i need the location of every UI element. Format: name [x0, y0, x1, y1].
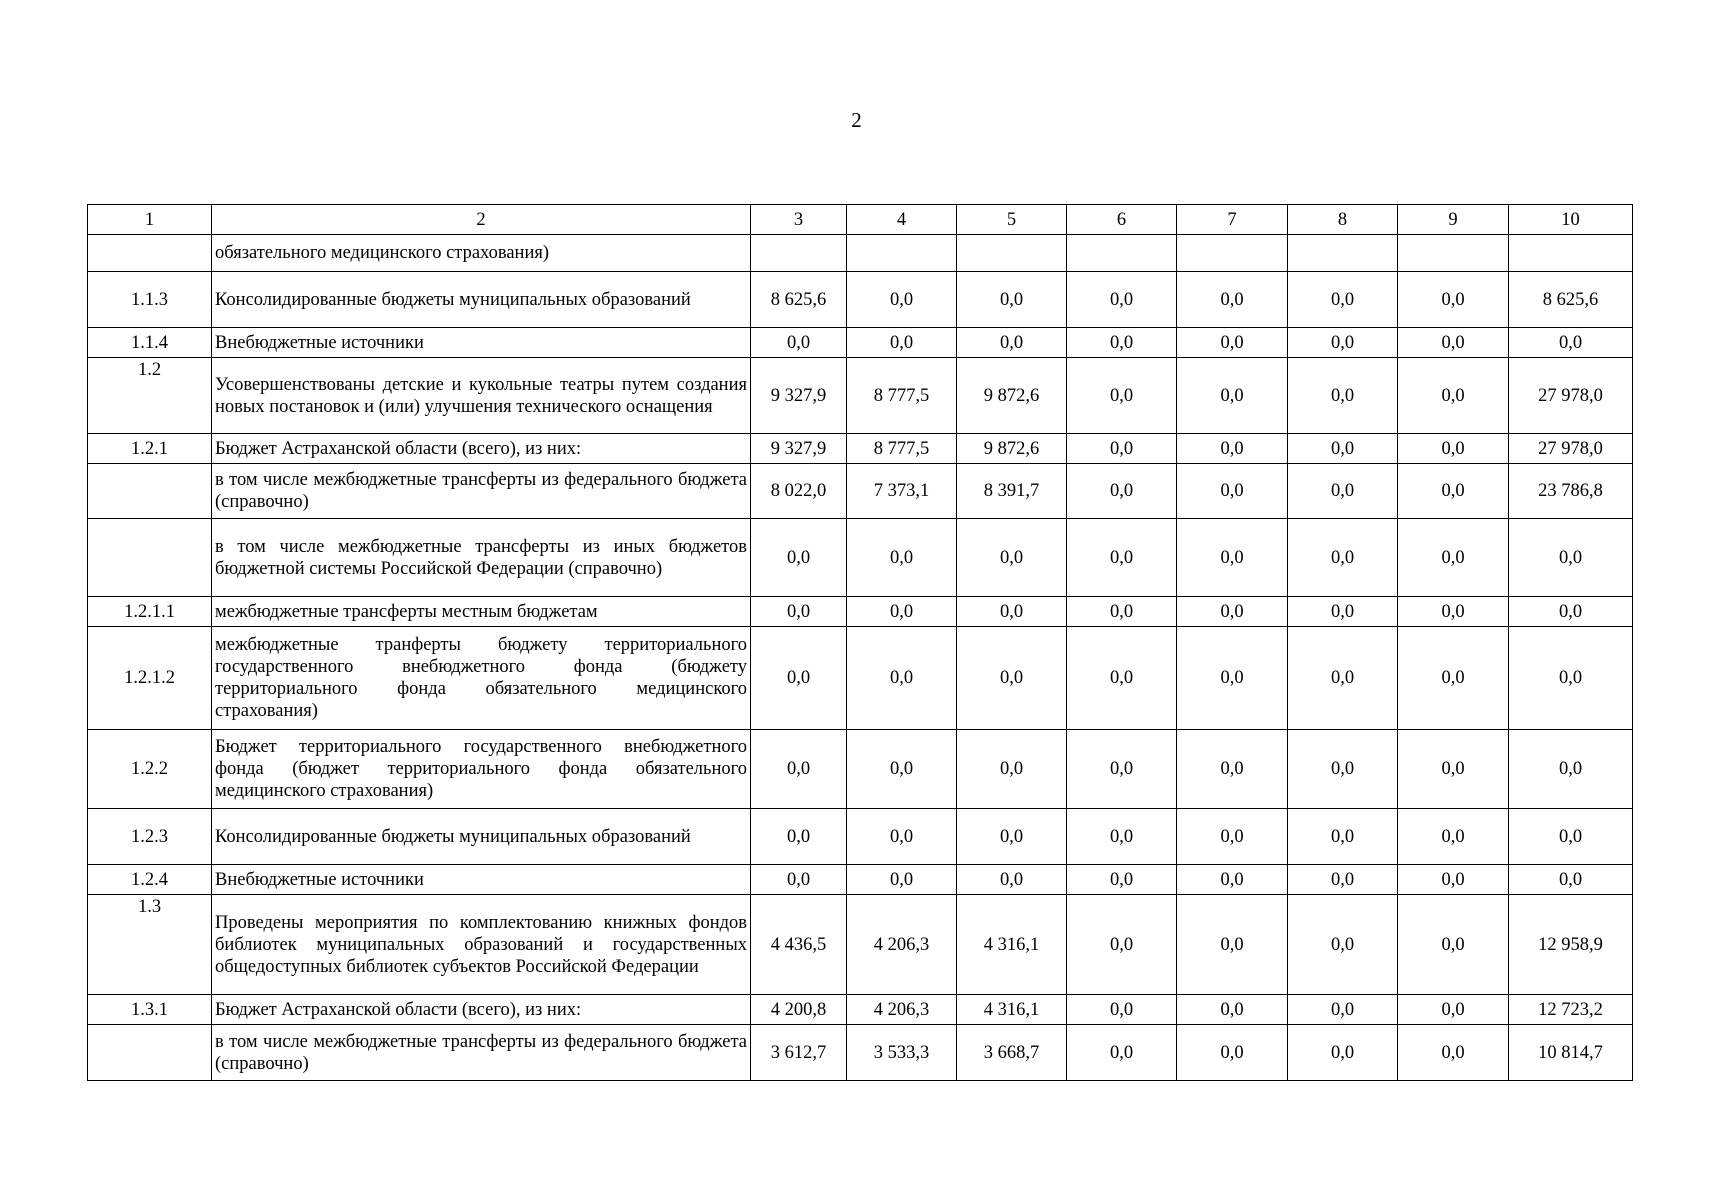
value-cell-col-7: 0,0 — [1177, 730, 1288, 809]
column-header-4: 4 — [847, 205, 957, 235]
value-cell-col-10 — [1509, 235, 1633, 272]
value-cell-col-9: 0,0 — [1398, 809, 1509, 865]
table-row — [88, 895, 1633, 995]
row-description: Внебюджетные источники — [212, 865, 751, 895]
column-header-2: 2 — [212, 205, 751, 235]
row-code: 1.2.1.2 — [88, 627, 212, 730]
value-cell-col-3 — [751, 235, 847, 272]
value-cell-col-7: 0,0 — [1177, 809, 1288, 865]
value-cell-col-8 — [1288, 235, 1398, 272]
value-cell-col-3: 8 022,0 — [751, 464, 847, 519]
value-cell-col-4: 3 533,3 — [847, 1025, 957, 1081]
value-cell-col-4: 0,0 — [847, 627, 957, 730]
row-code: 1.1.4 — [88, 328, 212, 358]
row-code: 1.3.1 — [88, 995, 212, 1025]
table-row — [88, 272, 1633, 328]
value-cell-col-5: 0,0 — [957, 272, 1067, 328]
value-cell-col-10: 8 625,6 — [1509, 272, 1633, 328]
value-cell-col-8: 0,0 — [1288, 519, 1398, 597]
value-cell-col-4: 0,0 — [847, 328, 957, 358]
value-cell-col-7: 0,0 — [1177, 865, 1288, 895]
value-cell-col-5: 4 316,1 — [957, 895, 1067, 995]
value-cell-col-9: 0,0 — [1398, 272, 1509, 328]
value-cell-col-5: 9 872,6 — [957, 358, 1067, 434]
row-description: Бюджет Астраханской области (всего), из них: — [212, 434, 751, 464]
value-cell-col-3: 0,0 — [751, 730, 847, 809]
value-cell-col-4: 0,0 — [847, 272, 957, 328]
value-cell-col-6: 0,0 — [1067, 895, 1177, 995]
row-description: межбюджетные транферты бюджету территориального государственного внебюджетного фонда (бюджету территориального фонда обязательного медицинского страхования) — [212, 627, 751, 730]
value-cell-col-8: 0,0 — [1288, 434, 1398, 464]
value-cell-col-3: 0,0 — [751, 865, 847, 895]
column-header-8: 8 — [1288, 205, 1398, 235]
table-row — [88, 597, 1633, 627]
table-row — [88, 1025, 1633, 1081]
value-cell-col-7 — [1177, 235, 1288, 272]
value-cell-col-8: 0,0 — [1288, 272, 1398, 328]
row-description: в том числе межбюджетные трансферты из федерального бюджета (справочно) — [212, 1025, 751, 1081]
value-cell-col-6: 0,0 — [1067, 730, 1177, 809]
value-cell-col-6: 0,0 — [1067, 328, 1177, 358]
value-cell-col-8: 0,0 — [1288, 865, 1398, 895]
value-cell-col-8: 0,0 — [1288, 328, 1398, 358]
row-code — [88, 464, 212, 519]
table-row — [88, 464, 1633, 519]
value-cell-col-5: 0,0 — [957, 730, 1067, 809]
table-row — [88, 434, 1633, 464]
row-code: 1.2.1 — [88, 434, 212, 464]
value-cell-col-9: 0,0 — [1398, 434, 1509, 464]
column-header-7: 7 — [1177, 205, 1288, 235]
value-cell-col-5: 0,0 — [957, 627, 1067, 730]
value-cell-col-9: 0,0 — [1398, 895, 1509, 995]
column-header-3: 3 — [751, 205, 847, 235]
value-cell-col-7: 0,0 — [1177, 895, 1288, 995]
value-cell-col-7: 0,0 — [1177, 1025, 1288, 1081]
value-cell-col-7: 0,0 — [1177, 519, 1288, 597]
value-cell-col-7: 0,0 — [1177, 358, 1288, 434]
value-cell-col-7: 0,0 — [1177, 995, 1288, 1025]
table-row — [88, 358, 1633, 434]
value-cell-col-9: 0,0 — [1398, 995, 1509, 1025]
row-description: Проведены мероприятия по комплектованию книжных фондов библиотек муниципальных образований и государственных общедоступных библиотек субъектов Российской Федерации — [212, 895, 751, 995]
table-row — [88, 235, 1633, 272]
value-cell-col-3: 0,0 — [751, 328, 847, 358]
row-code: 1.1.3 — [88, 272, 212, 328]
value-cell-col-10: 12 723,2 — [1509, 995, 1633, 1025]
value-cell-col-5 — [957, 235, 1067, 272]
value-cell-col-6: 0,0 — [1067, 358, 1177, 434]
value-cell-col-8: 0,0 — [1288, 995, 1398, 1025]
value-cell-col-10: 0,0 — [1509, 865, 1633, 895]
value-cell-col-4: 4 206,3 — [847, 895, 957, 995]
table-row — [88, 519, 1633, 597]
value-cell-col-7: 0,0 — [1177, 434, 1288, 464]
value-cell-col-10: 12 958,9 — [1509, 895, 1633, 995]
value-cell-col-5: 0,0 — [957, 519, 1067, 597]
value-cell-col-6: 0,0 — [1067, 865, 1177, 895]
value-cell-col-4: 4 206,3 — [847, 995, 957, 1025]
value-cell-col-9: 0,0 — [1398, 328, 1509, 358]
value-cell-col-8: 0,0 — [1288, 358, 1398, 434]
value-cell-col-4: 8 777,5 — [847, 434, 957, 464]
page-number: 2 — [851, 108, 862, 132]
value-cell-col-4: 0,0 — [847, 730, 957, 809]
row-code: 1.2.4 — [88, 865, 212, 895]
column-header-6: 6 — [1067, 205, 1177, 235]
value-cell-col-8: 0,0 — [1288, 1025, 1398, 1081]
value-cell-col-4: 8 777,5 — [847, 358, 957, 434]
value-cell-col-7: 0,0 — [1177, 627, 1288, 730]
value-cell-col-6: 0,0 — [1067, 519, 1177, 597]
value-cell-col-3: 3 612,7 — [751, 1025, 847, 1081]
row-code — [88, 1025, 212, 1081]
value-cell-col-8: 0,0 — [1288, 730, 1398, 809]
row-description: Консолидированные бюджеты муниципальных образований — [212, 272, 751, 328]
row-code: 1.2.2 — [88, 730, 212, 809]
value-cell-col-4: 7 373,1 — [847, 464, 957, 519]
value-cell-col-7: 0,0 — [1177, 272, 1288, 328]
value-cell-col-10: 27 978,0 — [1509, 434, 1633, 464]
value-cell-col-3: 9 327,9 — [751, 434, 847, 464]
value-cell-col-4: 0,0 — [847, 865, 957, 895]
value-cell-col-9: 0,0 — [1398, 730, 1509, 809]
row-description: Бюджет Астраханской области (всего), из них: — [212, 995, 751, 1025]
row-description: Консолидированные бюджеты муниципальных образований — [212, 809, 751, 865]
value-cell-col-6: 0,0 — [1067, 434, 1177, 464]
row-code: 1.2 — [88, 358, 212, 434]
row-description: Внебюджетные источники — [212, 328, 751, 358]
row-description: Усовершенствованы детские и кукольные театры путем создания новых постановок и (или) улучшения технического оснащения — [212, 358, 751, 434]
value-cell-col-8: 0,0 — [1288, 627, 1398, 730]
budget-table — [87, 204, 1633, 1081]
row-description: межбюджетные трансферты местным бюджетам — [212, 597, 751, 627]
table-row — [88, 995, 1633, 1025]
value-cell-col-9: 0,0 — [1398, 358, 1509, 434]
table-row — [88, 627, 1633, 730]
column-header-5: 5 — [957, 205, 1067, 235]
value-cell-col-3: 0,0 — [751, 597, 847, 627]
value-cell-col-9: 0,0 — [1398, 1025, 1509, 1081]
table-body — [88, 235, 1633, 1081]
row-code: 1.2.1.1 — [88, 597, 212, 627]
value-cell-col-5: 8 391,7 — [957, 464, 1067, 519]
value-cell-col-7: 0,0 — [1177, 328, 1288, 358]
value-cell-col-3: 0,0 — [751, 519, 847, 597]
value-cell-col-7: 0,0 — [1177, 597, 1288, 627]
value-cell-col-5: 0,0 — [957, 328, 1067, 358]
row-description: обязательного медицинского страхования) — [212, 235, 751, 272]
value-cell-col-9: 0,0 — [1398, 519, 1509, 597]
value-cell-col-5: 9 872,6 — [957, 434, 1067, 464]
value-cell-col-3: 0,0 — [751, 809, 847, 865]
table-header-row — [88, 205, 1633, 235]
value-cell-col-4 — [847, 235, 957, 272]
value-cell-col-9: 0,0 — [1398, 597, 1509, 627]
value-cell-col-9: 0,0 — [1398, 464, 1509, 519]
value-cell-col-6: 0,0 — [1067, 627, 1177, 730]
value-cell-col-5: 0,0 — [957, 597, 1067, 627]
value-cell-col-8: 0,0 — [1288, 809, 1398, 865]
value-cell-col-10: 27 978,0 — [1509, 358, 1633, 434]
value-cell-col-6: 0,0 — [1067, 1025, 1177, 1081]
value-cell-col-6 — [1067, 235, 1177, 272]
column-header-9: 9 — [1398, 205, 1509, 235]
value-cell-col-6: 0,0 — [1067, 597, 1177, 627]
value-cell-col-7: 0,0 — [1177, 464, 1288, 519]
value-cell-col-8: 0,0 — [1288, 895, 1398, 995]
row-description: в том числе межбюджетные трансферты из федерального бюджета (справочно) — [212, 464, 751, 519]
value-cell-col-9 — [1398, 235, 1509, 272]
value-cell-col-3: 8 625,6 — [751, 272, 847, 328]
value-cell-col-5: 0,0 — [957, 865, 1067, 895]
value-cell-col-5: 4 316,1 — [957, 995, 1067, 1025]
column-header-10: 10 — [1509, 205, 1633, 235]
value-cell-col-6: 0,0 — [1067, 995, 1177, 1025]
value-cell-col-10: 0,0 — [1509, 597, 1633, 627]
value-cell-col-10: 0,0 — [1509, 809, 1633, 865]
row-description: в том числе межбюджетные трансферты из иных бюджетов бюджетной системы Российской Федерации (справочно) — [212, 519, 751, 597]
table-row — [88, 328, 1633, 358]
value-cell-col-4: 0,0 — [847, 519, 957, 597]
value-cell-col-3: 9 327,9 — [751, 358, 847, 434]
table-row — [88, 865, 1633, 895]
value-cell-col-10: 10 814,7 — [1509, 1025, 1633, 1081]
row-code — [88, 519, 212, 597]
value-cell-col-3: 4 200,8 — [751, 995, 847, 1025]
row-code — [88, 235, 212, 272]
value-cell-col-5: 0,0 — [957, 809, 1067, 865]
row-description: Бюджет территориального государственного внебюджетного фонда (бюджет территориального фонда обязательного медицинского страхования) — [212, 730, 751, 809]
value-cell-col-10: 0,0 — [1509, 730, 1633, 809]
value-cell-col-4: 0,0 — [847, 809, 957, 865]
column-header-1: 1 — [88, 205, 212, 235]
value-cell-col-8: 0,0 — [1288, 597, 1398, 627]
value-cell-col-3: 4 436,5 — [751, 895, 847, 995]
value-cell-col-4: 0,0 — [847, 597, 957, 627]
value-cell-col-10: 0,0 — [1509, 627, 1633, 730]
row-code: 1.3 — [88, 895, 212, 995]
row-code: 1.2.3 — [88, 809, 212, 865]
value-cell-col-8: 0,0 — [1288, 464, 1398, 519]
table-row — [88, 809, 1633, 865]
value-cell-col-10: 23 786,8 — [1509, 464, 1633, 519]
value-cell-col-10: 0,0 — [1509, 519, 1633, 597]
value-cell-col-6: 0,0 — [1067, 809, 1177, 865]
table-row — [88, 730, 1633, 809]
value-cell-col-10: 0,0 — [1509, 328, 1633, 358]
value-cell-col-6: 0,0 — [1067, 272, 1177, 328]
value-cell-col-9: 0,0 — [1398, 865, 1509, 895]
value-cell-col-6: 0,0 — [1067, 464, 1177, 519]
value-cell-col-9: 0,0 — [1398, 627, 1509, 730]
value-cell-col-5: 3 668,7 — [957, 1025, 1067, 1081]
value-cell-col-3: 0,0 — [751, 627, 847, 730]
